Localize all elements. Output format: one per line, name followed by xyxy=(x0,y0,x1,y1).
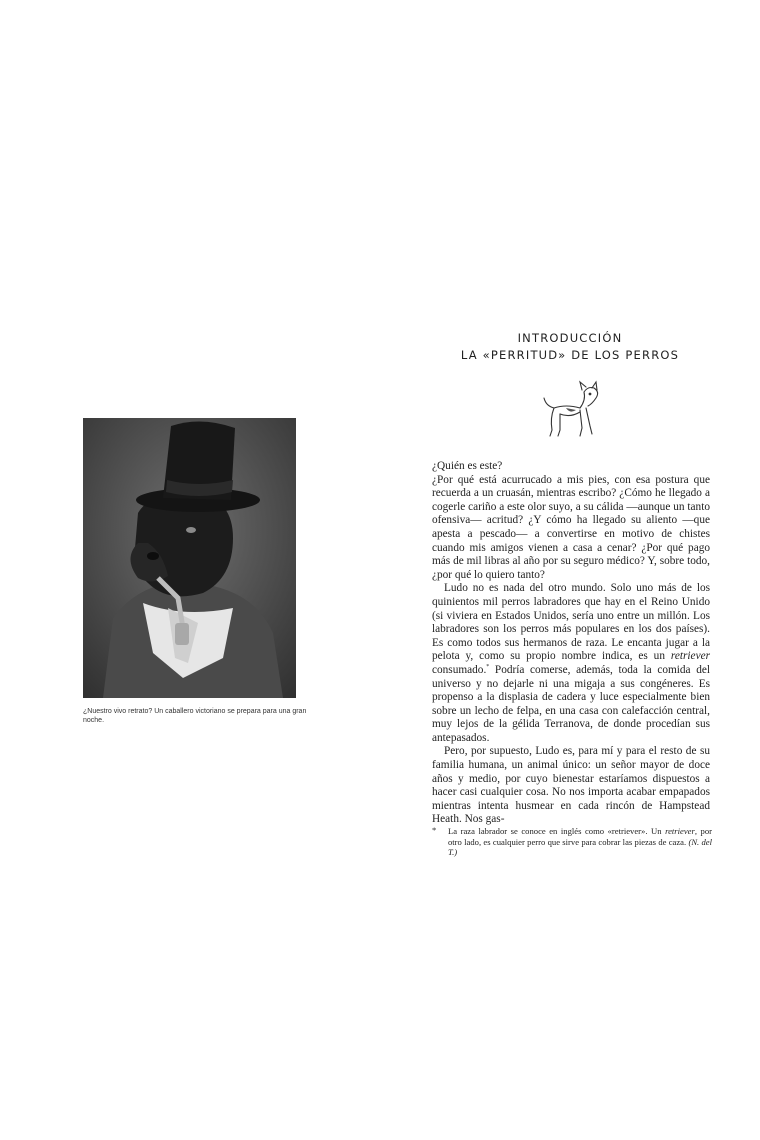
chapter-subtitle: LA «PERRITUD» DE LOS PERROS xyxy=(460,348,680,362)
dog-in-top-hat-image xyxy=(83,418,296,698)
body-text xyxy=(432,460,710,827)
dog-illustration-icon xyxy=(536,378,606,440)
footnote-text: La raza labrador se conoce en inglés como «retriever». Un retriever, por otro lado, es cualquier perro que sirve para cobrar las piezas de caza. (N. del T.) xyxy=(448,826,713,858)
dog-portrait-photo xyxy=(83,418,296,698)
paragraph-2: ¿Por qué está acurrucado a mis pies, con esa postura que recuerda a un cruasán, mientras escribo? ¿Cómo he llegado a cogerle cariño a este olor suyo, a su cálida —aunque un tanto ofensiva— acritud? ¿Y cómo ha llegado su aliento —que apesta a pescado— a convertirse en motivo de chistes cuando mis amigos vienen a casa a cenar? ¿Por qué pago más de mil libras al año por su seguro médico? Y, sobre todo, ¿por qué lo quiero tanto? xyxy=(432,473,710,581)
footnote xyxy=(432,826,712,858)
paragraph-4: Pero, por supuesto, Ludo es, para mí y para el resto de su familia humana, un animal único: un señor mayor de doce años y medio, por cuyo bienestar estaríamos dispuestos a hacer casi cualquier cosa. No nos importa acabar empapados mientras intenta husmear en cada rincón de Hampstead Heath. Nos gas- xyxy=(432,745,710,826)
paragraph-3: Ludo no es nada del otro mundo. Solo uno más de los quinientos mil perros labradores que hay en el Reino Unido (si viviera en Estados Unidos, sería uno entre un millón. Los labradores son los perros más populares en los dos países). Es como todos sus hermanos de raza. Le encanta jugar a la pelota y, como su propio nombre indica, es un retriever consumado.* Podría comerse, además, toda la comida del universo y no dejarle ni una migaja a sus congéneres. Es propenso a la displasia de cadera y luce especialmente bien sobre un lecho de felpa, en una casa con calefacción central, muy lejos de la gélida Terranova, de donde procedían sus antepasados. xyxy=(432,582,710,744)
chapter-title: INTRODUCCIÓN xyxy=(517,331,623,345)
paragraph-1: ¿Quién es este? xyxy=(432,460,503,472)
photo-caption: ¿Nuestro vivo retrato? Un caballero victoriano se prepara para una gran noche. xyxy=(83,708,307,724)
italic-term: retriever xyxy=(670,650,710,663)
footnote-reference[interactable]: * xyxy=(486,663,490,670)
translator-note: (N. del T.) xyxy=(448,836,713,858)
footnote-mark: * xyxy=(432,825,437,835)
